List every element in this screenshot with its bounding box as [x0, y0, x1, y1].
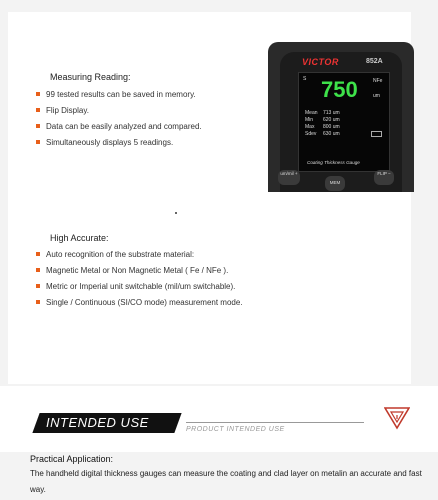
list-item: Auto recognition of the substrate material: [36, 246, 243, 262]
list-item: Flip Display. [36, 102, 202, 118]
application-title: Practical Application: [30, 454, 114, 464]
list-item: Magnetic Metal or Non Magnetic Metal ( Fe / NFe ). [36, 262, 243, 278]
list-item: Data can be easily analyzed and compared. [36, 118, 202, 134]
main-reading: 750 [321, 77, 358, 102]
list-item: Single / Continuous (SI/CO mode) measurement mode. [36, 294, 243, 310]
intended-use-banner [0, 386, 438, 452]
application-text: The handheld digital thickness gauges can measure the coating and clad layer on metalin an accurate and fast way. [30, 469, 422, 494]
screen-caption: Coating Thickness Gauge [307, 160, 360, 165]
bullet-icon [36, 140, 40, 144]
mem-button: MEM [325, 176, 345, 191]
model-label: 852A [366, 58, 383, 65]
banner-divider [186, 422, 364, 423]
banner-title: INTENDED USE [46, 415, 149, 430]
bullet-icon [36, 252, 40, 256]
accuracy-title: High Accurate: [50, 233, 109, 243]
bullet-icon [36, 124, 40, 128]
stat-row: Sdev 630 um [305, 131, 340, 137]
mode-indicator: S [303, 76, 307, 82]
list-item: 99 tested results can be saved in memory. [36, 86, 202, 102]
triangle-logo-icon [384, 406, 410, 430]
device-screen [298, 72, 390, 172]
bullet-icon [36, 92, 40, 96]
decorative-dot [175, 212, 177, 214]
bullet-icon [36, 268, 40, 272]
list-item: Simultaneously displays 5 readings. [36, 134, 202, 150]
stats-table [305, 110, 340, 138]
flip-button: FLIP − [374, 170, 394, 185]
bullet-icon [36, 284, 40, 288]
accuracy-list [36, 246, 243, 310]
brand-logo: VICTOR [302, 57, 339, 67]
list-item: Metric or Imperial unit switchable (mil/um switchable). [36, 278, 243, 294]
stat-row: Min 620 um [305, 117, 340, 123]
unit-button: um/mil + [278, 170, 300, 185]
measuring-list [36, 86, 202, 150]
banner-subtitle: PRODUCT INTENDED USE [186, 426, 285, 433]
stat-row: Max 800 um [305, 124, 340, 130]
measuring-title: Measuring Reading: [50, 72, 131, 82]
thickness-gauge-image [268, 42, 414, 192]
bullet-icon [36, 108, 40, 112]
battery-icon [371, 131, 382, 137]
reading-unit: um [373, 93, 380, 99]
substrate-indicator: NFe [373, 78, 383, 84]
stat-row: Mean 713 um [305, 110, 340, 116]
bullet-icon [36, 300, 40, 304]
